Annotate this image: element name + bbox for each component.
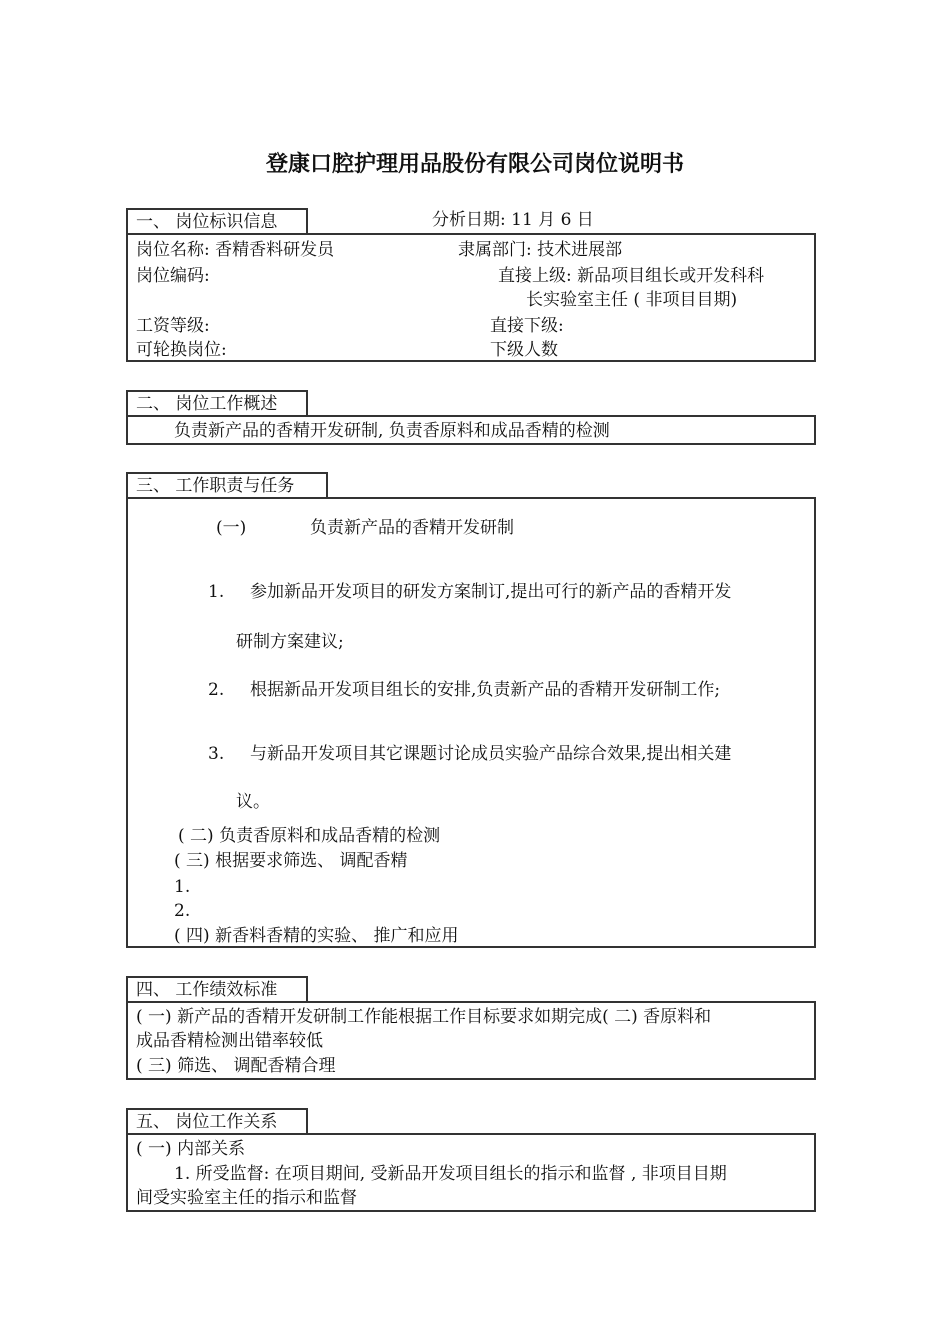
- section-3-box: [126, 497, 816, 948]
- wage-level: 工资等级:: [136, 316, 210, 336]
- duty-2-line-1: 根据新品开发项目组长的安排,负责新产品的香精开发研制工作;: [250, 680, 721, 700]
- section-4-header: [126, 976, 308, 1002]
- performance-line-2: 成品香精检测出错率较低: [136, 1031, 323, 1051]
- supervisor-line-2: 长实验室主任 ( 非项目目期): [526, 290, 738, 310]
- section-5-box: [126, 1133, 816, 1212]
- supervisor-line-1: 直接上级: 新品项目组长或开发科科: [498, 266, 765, 286]
- performance-line-1: ( 一) 新产品的香精开发研制工作能根据工作目标要求如期完成( 二) 香原料和: [136, 1007, 712, 1027]
- department: 隶属部门: 技术进展部: [458, 240, 623, 260]
- analysis-date: 分析日期: 11 月 6 日: [432, 210, 594, 230]
- duty-group-1-title: 负责新产品的香精开发研制: [310, 518, 514, 538]
- relations-line-1: ( 一) 内部关系: [136, 1139, 246, 1159]
- duty-1-line-1: 参加新品开发项目的研发方案制订,提出可行的新产品的香精开发: [250, 582, 732, 602]
- section-5-header-label: 五、 岗位工作关系: [136, 1112, 278, 1132]
- duty-group-3-item-2: 2.: [174, 901, 191, 921]
- duty-group-1-number: (一): [216, 518, 247, 538]
- post-name: 岗位名称: 香精香料研发员: [136, 240, 335, 260]
- section-2-header-label: 二、 岗位工作概述: [136, 394, 278, 414]
- duty-group-4: ( 四) 新香料香精的实验、 推广和应用: [174, 926, 459, 946]
- post-code: 岗位编码:: [136, 266, 210, 286]
- duty-1-line-2: 研制方案建议;: [236, 632, 344, 652]
- relations-line-2: 1. 所受监督: 在项目期间, 受新品开发项目组长的指示和监督 , 非项目目期: [174, 1164, 727, 1184]
- duty-3-line-1: 与新品开发项目其它课题讨论成员实验产品综合效果,提出相关建: [250, 744, 732, 764]
- performance-line-3: ( 三) 筛选、 调配香精合理: [136, 1056, 336, 1076]
- section-1-header: [126, 208, 308, 234]
- subordinate: 直接下级:: [490, 316, 564, 336]
- duty-3-line-2: 议。: [236, 792, 270, 812]
- duty-3-number: 3.: [208, 744, 225, 764]
- duty-group-3: ( 三) 根据要求筛选、 调配香精: [174, 851, 408, 871]
- duty-group-2: ( 二) 负责香原料和成品香精的检测: [178, 826, 441, 846]
- section-3-header: [126, 472, 328, 498]
- section-5-header: [126, 1108, 308, 1134]
- section-2-box: [126, 415, 816, 445]
- section-4-header-label: 四、 工作绩效标准: [136, 980, 278, 1000]
- relations-line-3: 间受实验室主任的指示和监督: [136, 1188, 357, 1208]
- rotation-post: 可轮换岗位:: [136, 340, 227, 360]
- document-title: 登康口腔护理用品股份有限公司岗位说明书: [265, 152, 684, 177]
- section-1-box: [126, 233, 816, 362]
- duty-group-3-item-1: 1.: [174, 877, 191, 897]
- section-2-header: [126, 390, 308, 416]
- section-4-box: [126, 1001, 816, 1080]
- subordinate-count: 下级人数: [490, 340, 558, 360]
- overview-text: 负责新产品的香精开发研制, 负责香原料和成品香精的检测: [174, 421, 610, 441]
- section-3-header-label: 三、 工作职责与任务: [136, 476, 295, 496]
- duty-2-number: 2.: [208, 680, 225, 700]
- duty-1-number: 1.: [208, 582, 225, 602]
- section-1-header-label: 一、 岗位标识信息: [136, 212, 278, 232]
